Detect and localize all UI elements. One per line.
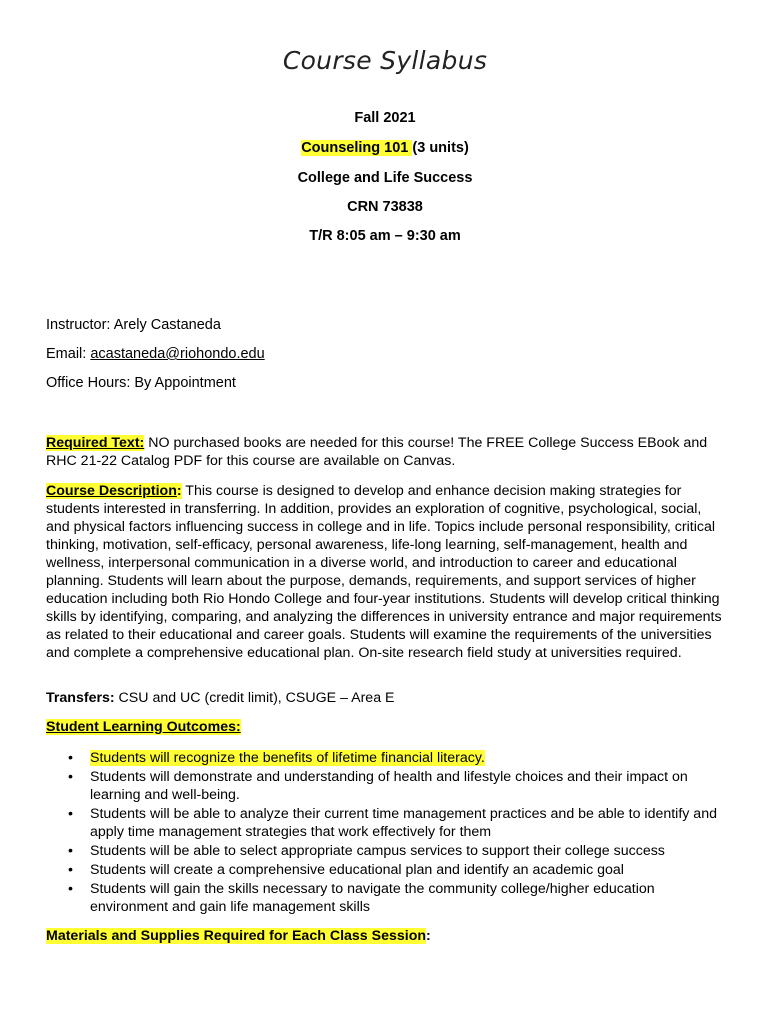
course-description-label: Course Description — [46, 483, 177, 499]
outcomes-label: Student Learning Outcomes: — [46, 719, 241, 735]
list-item: • Students will gain the skills necessary to navigate the community college/higher education environment and gain life management skills — [68, 881, 655, 915]
list-item: • Students will be able to select appropriate campus services to support their college success — [68, 843, 665, 859]
required-text-section — [46, 434, 726, 470]
transfers-section — [46, 689, 726, 707]
course-subtitle: College and Life Success — [297, 170, 473, 186]
materials-label: Materials and Supplies Required for Each Class Session — [46, 928, 427, 944]
required-text-body: NO purchased books are needed for this course! The FREE College Success EBook and RHC 21-22 Catalog PDF for this course are available on Canvas. — [46, 435, 708, 469]
bullet-icon: • — [68, 750, 73, 766]
list-item: • Students will demonstrate and understanding of health and lifestyle choices and their impact on learning and well-being. — [68, 769, 688, 803]
bullet-icon: • — [68, 862, 73, 878]
required-text-label: Required Text: — [46, 435, 145, 451]
materials-colon: : — [426, 928, 431, 944]
materials-heading — [46, 927, 726, 945]
list-item: • Students will create a comprehensive educational plan and identify an academic goal — [68, 862, 624, 878]
course-description-colon: : — [176, 483, 182, 499]
email-label: Email: — [46, 346, 91, 362]
bullet-icon: • — [68, 881, 73, 897]
course-name: Counseling 101 — [301, 140, 413, 156]
bullet-icon: • — [68, 769, 73, 785]
schedule: T/R 8:05 am – 9:30 am — [309, 228, 461, 244]
crn: CRN 73838 — [347, 199, 423, 215]
course-line — [0, 140, 770, 156]
page-title: Course Syllabus — [282, 46, 488, 75]
list-item: • Students will be able to analyze their current time management practices and be able to identify and apply time management strategies that work effectively for them — [68, 806, 717, 840]
outcomes-heading — [46, 718, 726, 736]
transfers-body: CSU and UC (credit limit), CSUGE – Area E — [114, 690, 395, 706]
email-line — [46, 346, 265, 362]
instructor-name: Instructor: Arely Castaneda — [46, 317, 221, 333]
bullet-icon: • — [68, 806, 73, 822]
outcomes-list — [46, 749, 726, 917]
course-description-body: This course is designed to develop and enhance decision making strategies for students interested in transferring. In addition, provides an exploration of cognitive, psychological, social, and physical factors influencing success in college and in life. Topics include personal responsibility, critical thinking, motivation, self-efficacy, personal awareness, life-long learning, self-management, health and wellness, interpersonal communication in a diverse world, and introduction to career and educational planning. Students will learn about the purpose, demands, requirements, and support services of higher education including both Rio Hondo College and four-year institutions. Students will develop critical thinking skills by identifying, comparing, and analyzing the differences in university entrance and major requirements as related to their educational and career goals. Students will examine the requirements of the universities and complete a comprehensive educational plan. On-site research field study at universities required. — [46, 483, 722, 661]
office-hours: Office Hours: By Appointment — [46, 375, 236, 391]
email-link[interactable]: acastaneda@riohondo.edu — [90, 346, 265, 362]
bullet-icon: • — [68, 843, 73, 859]
list-item: • Students will recognize the benefits of lifetime financial literacy. — [68, 750, 485, 766]
course-description-section — [46, 482, 726, 662]
transfers-label: Transfers: — [46, 690, 115, 706]
course-units: (3 units) — [412, 140, 469, 156]
term: Fall 2021 — [354, 110, 416, 126]
